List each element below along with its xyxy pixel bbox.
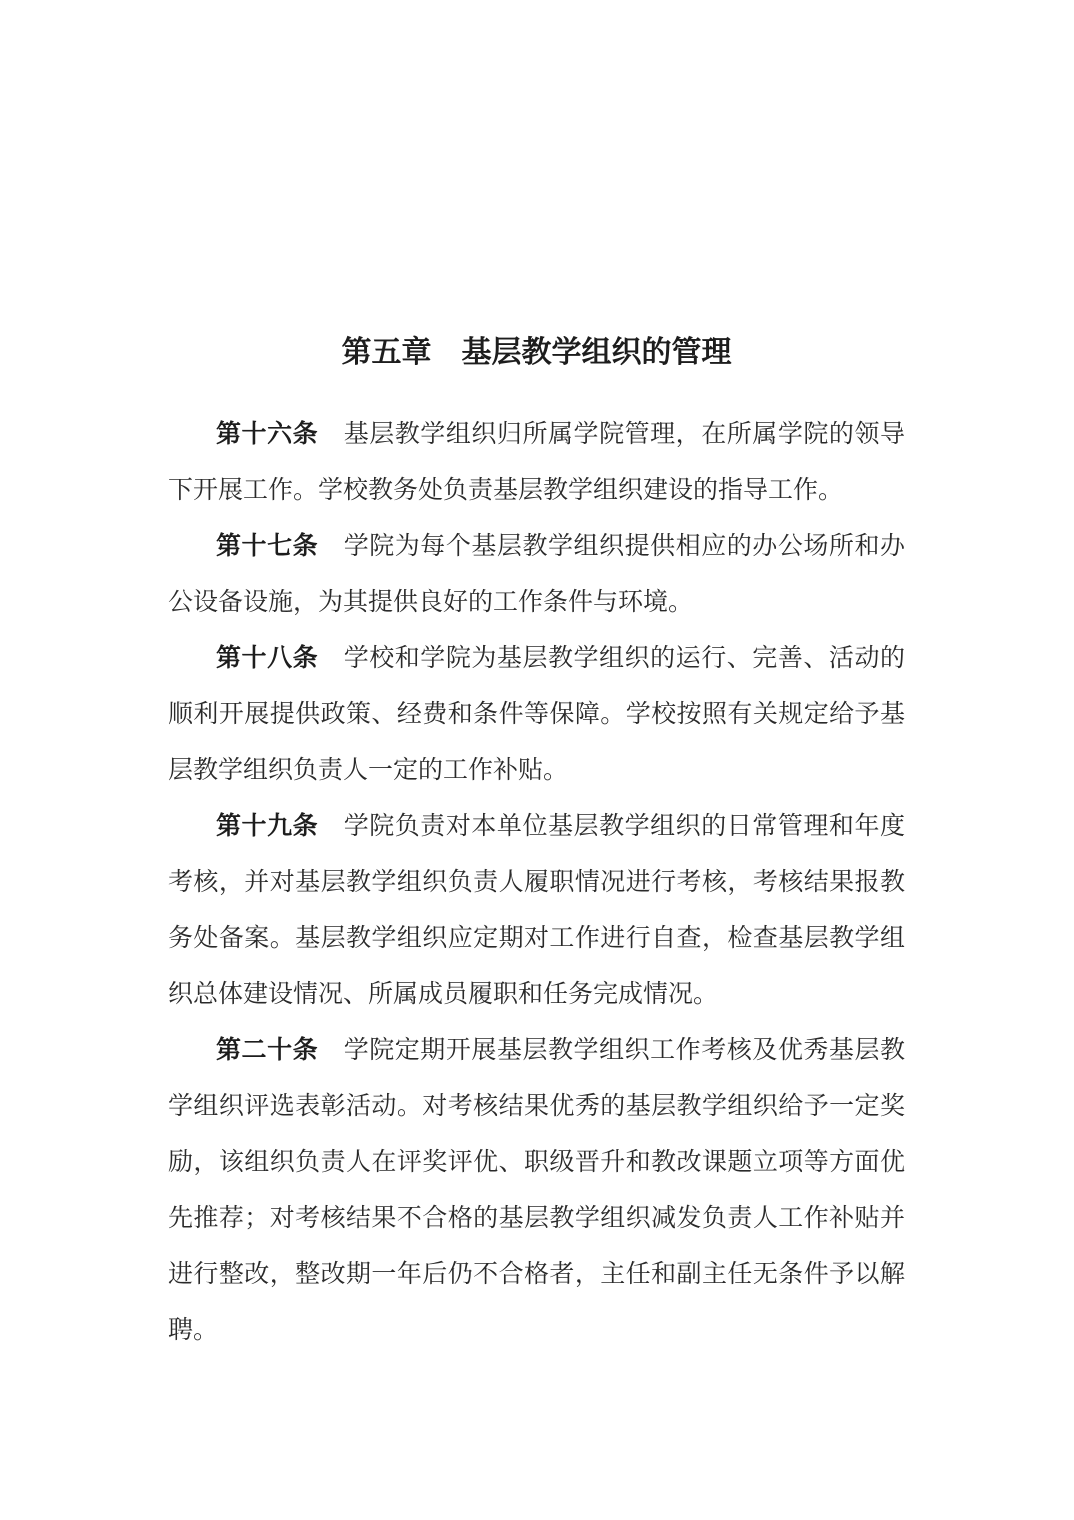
article-19-paragraph: [168, 799, 905, 1023]
article-20-line-5: [168, 1247, 905, 1303]
article-20-line-1-text: 学院定期开展基层教学组织工作考核及优秀基层教: [318, 1037, 905, 1064]
article-17-line-1-text: 学院为每个基层教学组织提供相应的办公场所和办: [318, 533, 905, 560]
article-16-line-2: [168, 463, 905, 519]
article-17-line-2-text: 公设备设施，为其提供良好的工作条件与环境。: [168, 589, 694, 616]
article-18-paragraph: [168, 631, 905, 799]
article-17-line-1: [168, 519, 905, 575]
article-20-line-4-text: 先推荐；对考核结果不合格的基层教学组织减发负责人工作补贴并: [168, 1205, 905, 1232]
article-20-line-6-text: 聘。: [168, 1317, 219, 1344]
article-20-line-2: [168, 1079, 905, 1135]
document-content: [168, 325, 905, 1359]
article-18-line-3-text: 层教学组织负责人一定的工作补贴。: [168, 757, 569, 784]
article-18-line-3: [168, 743, 905, 799]
article-19-line-1-text: 学院负责对本单位基层教学组织的日常管理和年度: [318, 813, 905, 840]
article-20-line-4: [168, 1191, 905, 1247]
article-17-paragraph: [168, 519, 905, 631]
article-20-line-3: [168, 1135, 905, 1191]
article-18-line-2-text: 顺利开展提供政策、经费和条件等保障。学校按照有关规定给予基: [168, 701, 905, 728]
chapter-title-text: 基层教学组织的管理: [461, 336, 732, 369]
article-19-line-3: [168, 911, 905, 967]
article-20-line-6: [168, 1303, 905, 1359]
article-16-line-2-text: 下开展工作。学校教务处负责基层教学组织建设的指导工作。: [168, 477, 844, 504]
article-19-line-4: [168, 967, 905, 1023]
chapter-title: [168, 325, 905, 381]
article-20-paragraph: [168, 1023, 905, 1359]
article-20-number: 第二十条: [216, 1037, 319, 1064]
article-20-line-5-text: 进行整改，整改期一年后仍不合格者，主任和副主任无条件予以解: [168, 1261, 905, 1288]
article-19-line-2-text: 考核，并对基层教学组织负责人履职情况进行考核，考核结果报教: [168, 869, 905, 896]
article-19-line-2: [168, 855, 905, 911]
article-19-line-3-text: 务处备案。基层教学组织应定期对工作进行自查，检查基层教学组: [168, 925, 905, 952]
article-16-paragraph: [168, 407, 905, 519]
article-16-line-1-text: 基层教学组织归所属学院管理，在所属学院的领导: [318, 421, 905, 448]
article-18-line-2: [168, 687, 905, 743]
article-18-number: 第十八条: [216, 645, 319, 672]
article-20-line-2-text: 学组织评选表彰活动。对考核结果优秀的基层教学组织给予一定奖: [168, 1093, 905, 1120]
article-16-line-1: [168, 407, 905, 463]
article-17-line-2: [168, 575, 905, 631]
article-20-line-1: [168, 1023, 905, 1079]
article-18-line-1: [168, 631, 905, 687]
article-17-number: 第十七条: [216, 533, 319, 560]
article-19-number: 第十九条: [216, 813, 319, 840]
article-18-line-1-text: 学校和学院为基层教学组织的运行、完善、活动的: [318, 645, 905, 672]
article-20-line-3-text: 励，该组织负责人在评奖评优、职级晋升和教改课题立项等方面优: [168, 1149, 905, 1176]
article-19-line-1: [168, 799, 905, 855]
chapter-title-number: 第五章: [341, 336, 432, 369]
article-19-line-4-text: 织总体建设情况、所属成员履职和任务完成情况。: [168, 981, 719, 1008]
article-16-number: 第十六条: [216, 421, 319, 448]
